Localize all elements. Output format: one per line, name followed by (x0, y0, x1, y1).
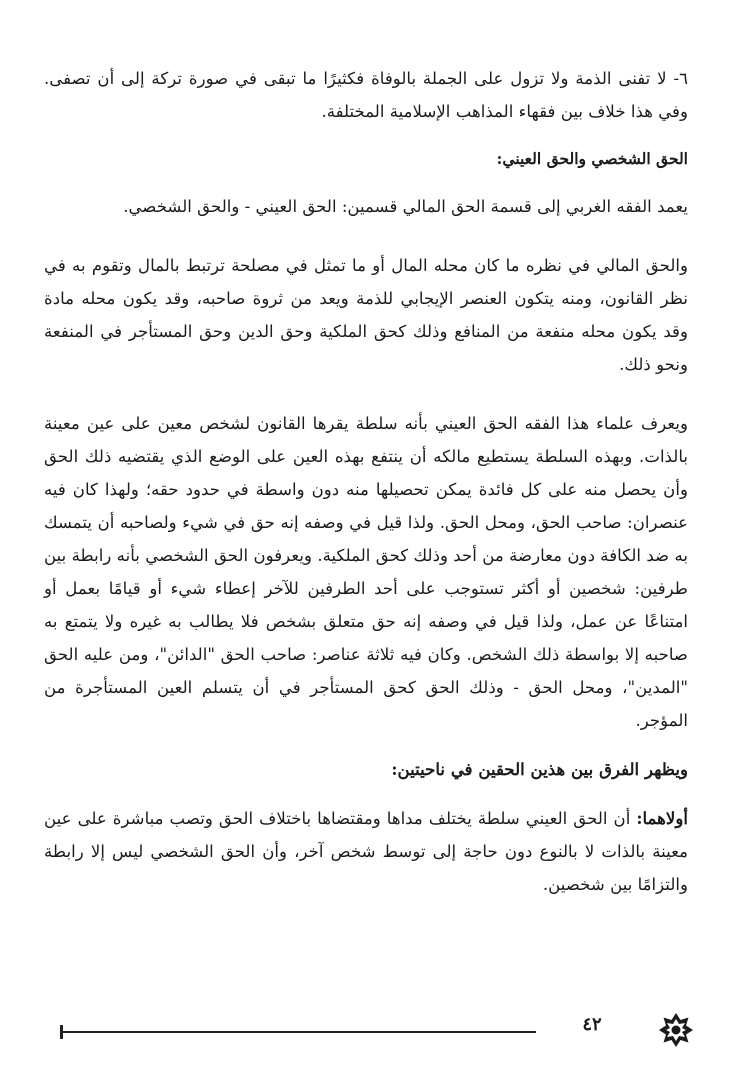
page-footer (52, 1012, 694, 1048)
first-difference-lead: أولاهما: (636, 808, 688, 828)
first-difference-body: أن الحق العيني سلطة يختلف مداها ومقتضاها باختلاف الحق وتصب مباشرة على عين معينة بالذات لا بالنوع دون حاجة إلى توسط شخص آخر، وأن الحق الشخصي ليس إلا رابطة والتزامًا بين شخصين. (44, 809, 688, 894)
star-ornament-icon (658, 1012, 694, 1048)
footer-rule-cap (60, 1025, 63, 1039)
paragraph-financial-right: والحق المالي في نظره ما كان محله المال أو ما تمثل في مصلحة ترتبط بالمال وتقوم به في نظر القانون، ومنه يتكون العنصر الإيجابي للذمة ويعد من ثروة صاحبه، وقد يكون محله مادة وقد يكون محله منفعة من المنافع وذلك كحق الملكية وحق الدين وحق المستأجر في المنفعة ونحو ذلك. (44, 256, 688, 374)
paragraph-definitions: ويعرف علماء هذا الفقه الحق العيني بأنه سلطة يقرها القانون لشخص معين على عين معينة بالذات. وبهذه السلطة يستطيع مالكه أن ينتفع بهذه العين على الوضع الذي يقتضيه ذلك الحق وأن يحصل منه على كل فائدة يمكن تحصيلها منه دون واسطة في حدود حقه؛ ولهذا كان فيه عنصران: صاحب الحق، ومحل الحق. ولذا قيل في وصفه إنه حق في شيء ولصاحبه أن يتمسك به ضد الكافة دون معارضة من أحد وذلك كحق الملكية. ويعرفون الحق الشخصي بأنه رابطة بين طرفين: شخصين أو أكثر تستوجب على أحد الطرفين للآخر إعطاء شيء أو قيامًا بعمل أو امتناعًا عن عمل، ولذا قيل في وصفه إنه حق متعلق بشخص فلا يطالب به غيره ولا يتمتع به صاحبه إلا بواسطة ذلك الشخص. وكان فيه ثلاثة عناصر: صاحب الحق "الدائن"، ومن عليه الحق "المدين"، ومحل الحق - وذلك الحق كحق المستأجر في أن يتسلم العين المستأجرة من المؤجر. (44, 414, 689, 730)
page-body (44, 62, 688, 901)
section-heading: الحق الشخصي والحق العيني: (496, 149, 688, 168)
paragraph-division: يعمد الفقه الغربي إلى قسمة الحق المالي قسمين: الحق العيني - والحق الشخصي. (123, 197, 688, 216)
page-number: ٤٢ (582, 1014, 602, 1035)
paragraph-first-difference (44, 802, 688, 901)
paragraph-difference-intro: ويظهر الفرق بين هذين الحقين في ناحيتين: (391, 759, 688, 779)
footer-rule (62, 1031, 536, 1033)
paragraph-item-6: ٦- لا تفنى الذمة ولا تزول على الجملة بالوفاة فكثيرًا ما تبقى في صورة تركة إلى أن تصفى. وفي هذا خلاف بين فقهاء المذاهب الإسلامية المختلفة. (44, 69, 688, 121)
